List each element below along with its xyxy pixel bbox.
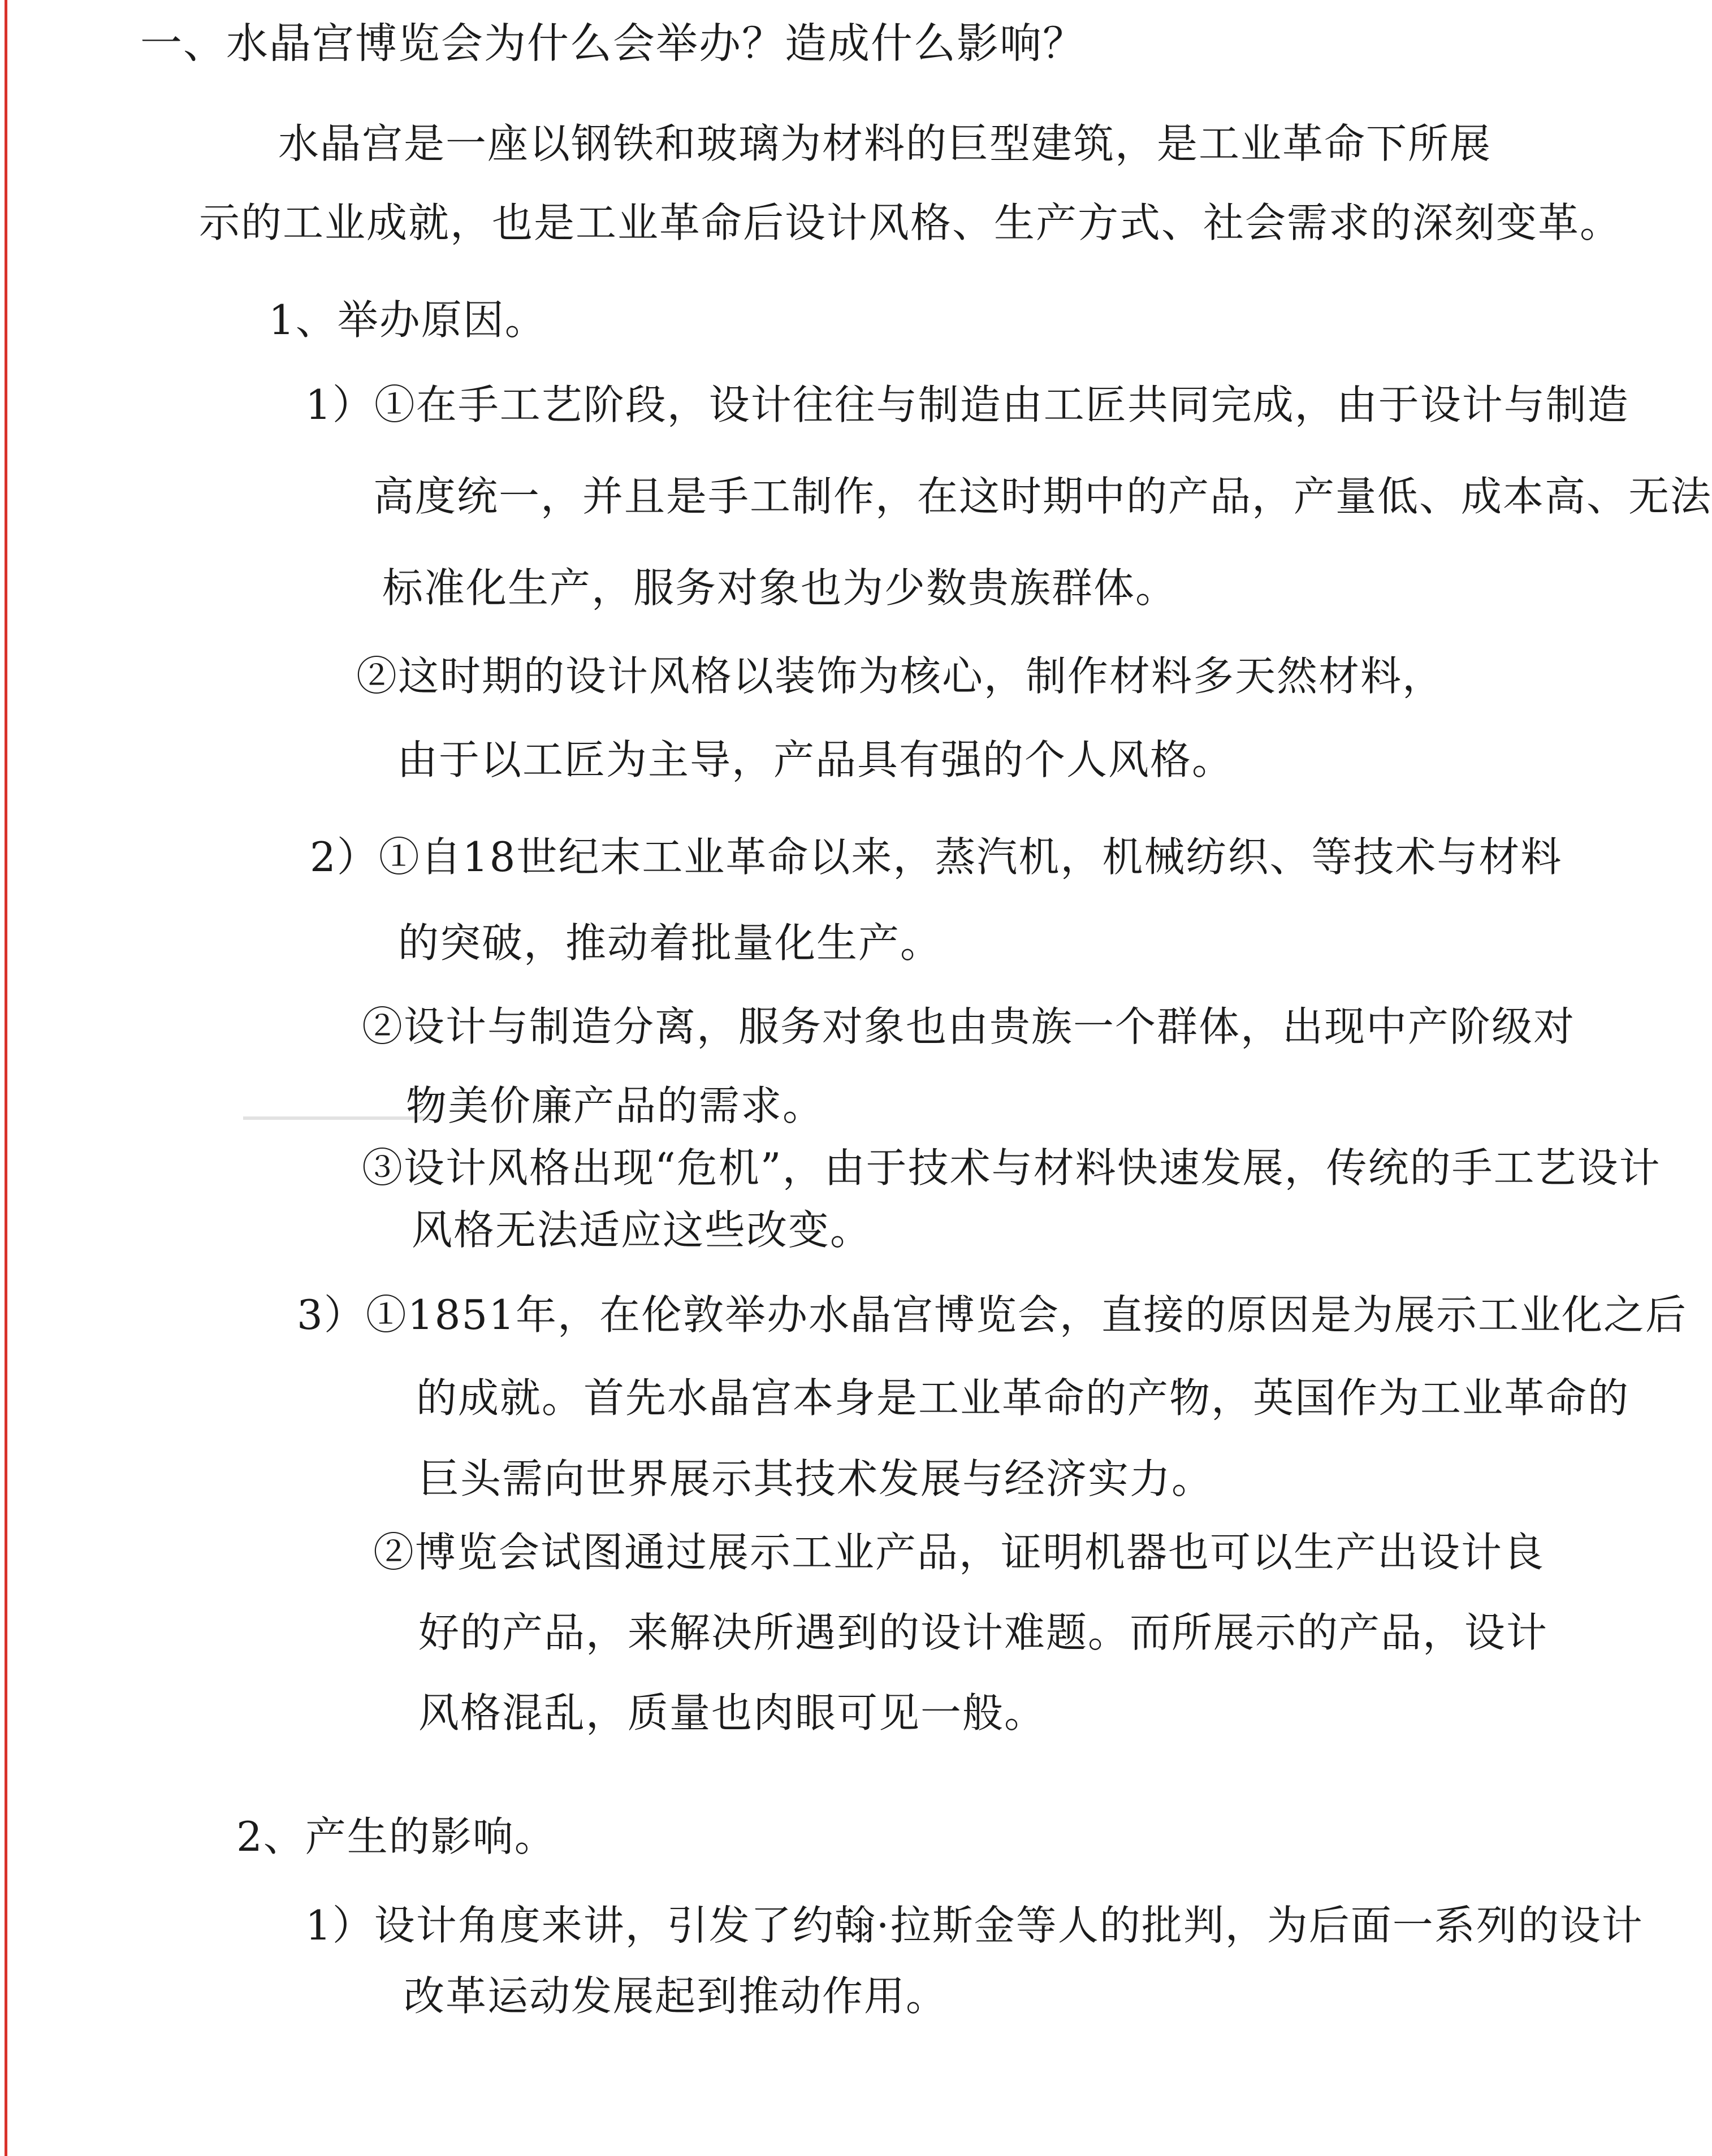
s1-p2-item3-line1: ③设计风格出现“危机”，由于技术与材料快速发展，传统的手工艺设计	[362, 1144, 1661, 1192]
s1-p2-item2-line1: ②设计与制造分离，服务对象也由贵族一个群体，出现中产阶级对	[362, 1003, 1576, 1050]
s1-p3-item2-line3: 风格混乱，质量也肉眼可见一般。	[418, 1689, 1047, 1737]
s1-p3-item1-line3: 巨头需向世界展示其技术发展与经济实力。	[418, 1455, 1214, 1503]
s1-p2-item1-line2: 的突破，推动着批量化生产。	[398, 919, 943, 967]
s1-p3-item1-line2: 的成就。首先水晶宫本身是工业革命的产物，英国作为工业革命的	[416, 1374, 1630, 1422]
section2-heading: 2、产生的影响。	[236, 1813, 556, 1860]
s2-p1-line1: 1）设计角度来讲，引发了约翰·拉斯金等人的批判，为后面一系列的设计	[305, 1902, 1644, 1949]
s1-p2-item2-line2: 物美价廉产品的需求。	[406, 1082, 825, 1129]
section1-heading: 1、举办原因。	[269, 296, 547, 344]
s2-p1-line2: 改革运动发展起到推动作用。	[404, 1972, 948, 2020]
s1-p2-item3-line2: 风格无法适应这些改变。	[412, 1206, 872, 1254]
s1-p1-item2-line1: ②这时期的设计风格以装饰为核心，制作材料多天然材料，	[356, 652, 1445, 700]
s1-p1-item1-line3: 标准化生产，服务对象也为少数贵族群体。	[382, 564, 1178, 612]
s1-p1-item1-line2: 高度统一，并且是手工制作，在这时期中的产品，产量低、成本高、无法	[373, 473, 1712, 520]
s1-p3-item2-line1: ②博览会试图通过展示工业产品，证明机器也可以生产出设计良	[373, 1529, 1545, 1576]
s1-p1-item2-line2: 由于以工匠为主导，产品具有强的个人风格。	[397, 736, 1234, 783]
page-title: 一、水晶宫博览会为什么会举办？造成什么影响？	[140, 19, 1086, 68]
s1-p1-item1-line1: 1）①在手工艺阶段，设计往往与制造由工匠共同完成，由于设计与制造	[305, 381, 1629, 428]
s1-p3-item2-line2: 好的产品，来解决所遇到的设计难题。而所展示的产品，设计	[418, 1609, 1549, 1656]
intro-line-2: 示的工业成就，也是工业革命后设计风格、生产方式、社会需求的深刻变革。	[199, 199, 1622, 246]
s1-p2-item1-line1: 2）①自18世纪末工业革命以来，蒸汽机，机械纺织、等技术与材料	[310, 833, 1563, 881]
s1-p3-item1-line1: 3）①1851年，在伦敦举办水晶宫博览会，直接的原因是为展示工业化之后	[297, 1291, 1688, 1339]
intro-line-1: 水晶宫是一座以钢铁和玻璃为材料的巨型建筑，是工业革命下所展	[278, 120, 1492, 167]
